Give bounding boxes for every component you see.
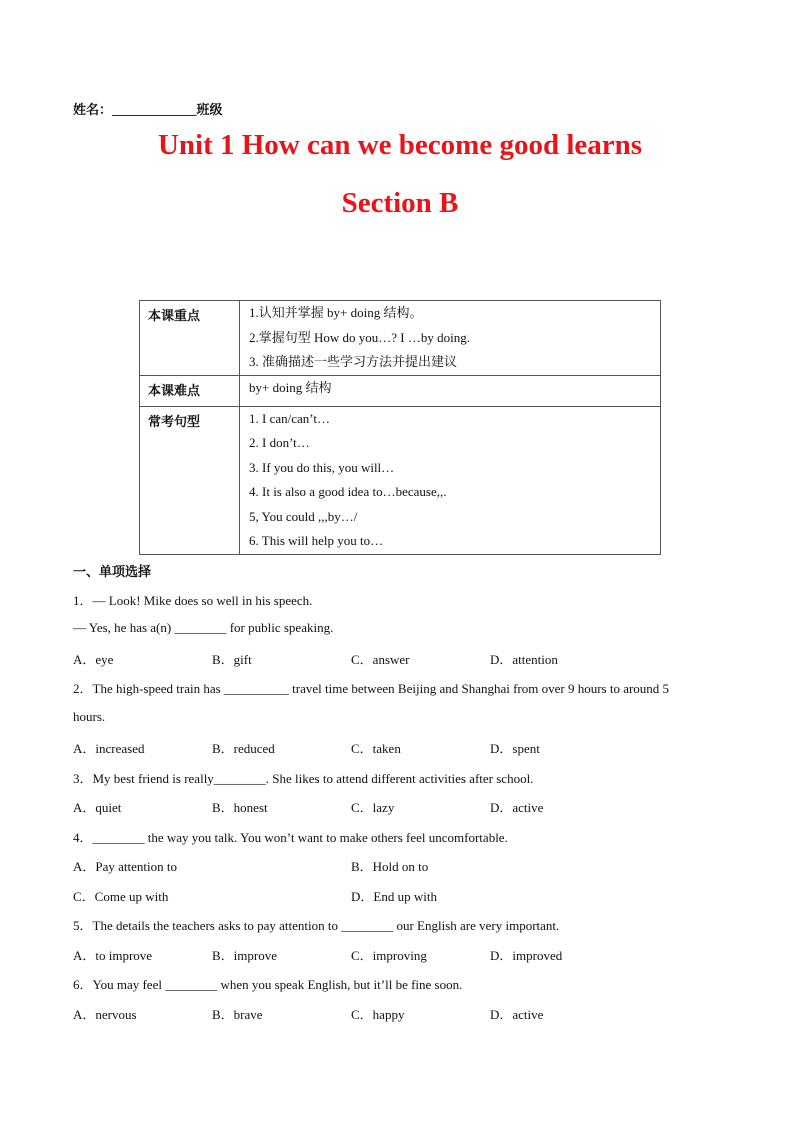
content-line: 1. I can/can’t…	[249, 410, 330, 426]
question-stem: — Yes, he has a(n) ________ for public speaking.	[73, 620, 334, 635]
option-d: D．End up with	[351, 889, 437, 904]
row-label: 常考句型	[140, 406, 240, 554]
option-c: C．improving	[351, 948, 427, 963]
name-class-line: 姓名：_____________班级	[73, 102, 223, 117]
content-line: 6. This will help you to…	[249, 533, 384, 548]
option-a: A．eye	[73, 652, 114, 667]
question-stem: 5．The details the teachers asks to pay attention to ________ our English are very important.	[73, 918, 560, 933]
table-row	[140, 301, 661, 376]
content-line: 4. It is also a good idea to…because,,.	[249, 484, 447, 499]
content-line: 1.认知并掌握 by+ doing 结构。	[249, 305, 423, 320]
option-b: B．Hold on to	[351, 859, 429, 874]
option-b: B．reduced	[212, 741, 275, 756]
option-d: D．improved	[490, 948, 563, 963]
option-b: B．improve	[212, 948, 277, 963]
page-title: Unit 1 How can we become good learns	[157, 129, 643, 161]
content-line: 3. 准确描述一些学习方法并提出建议	[249, 354, 458, 369]
option-d: D．active	[490, 1007, 544, 1022]
question-stem: hours.	[73, 709, 106, 724]
content-line: 3. If you do this, you will…	[249, 459, 395, 475]
question-stem: 6．You may feel ________ when you speak English, but it’ll be fine soon.	[73, 977, 463, 992]
page-subtitle: Section B	[341, 187, 459, 219]
content-line: by+ doing 结构	[249, 379, 332, 395]
option-d: D．spent	[490, 741, 540, 756]
table-row	[140, 375, 661, 406]
question-stem: 4．________ the way you talk. You won’t want to make others feel uncomfortable.	[73, 830, 508, 845]
lesson-goals-table	[139, 300, 661, 555]
option-c: C．taken	[351, 741, 401, 756]
option-a: A．to improve	[73, 948, 153, 963]
content-line: 5, You could ,,,by…/	[249, 508, 358, 524]
row-content	[240, 301, 661, 376]
row-label: 本课重点	[140, 301, 240, 376]
section-heading: 一、单项选择	[73, 564, 152, 579]
option-d: D．active	[490, 800, 544, 815]
option-c: C．lazy	[351, 800, 395, 815]
option-c: C．Come up with	[73, 889, 169, 904]
option-a: A．quiet	[73, 800, 122, 815]
option-c: C．answer	[351, 652, 410, 667]
option-a: A．nervous	[73, 1007, 137, 1022]
option-d: D．attention	[490, 652, 558, 667]
option-b: B．honest	[212, 800, 268, 815]
option-c: C．happy	[351, 1007, 405, 1022]
option-a: A．Pay attention to	[73, 859, 177, 874]
question-stem: 3．My best friend is really________. She likes to attend different activities after school.	[73, 771, 534, 786]
content-line: 2. I don’t…	[249, 435, 310, 450]
content-line: 2.掌握句型 How do you…? I …by doing.	[249, 329, 470, 345]
option-b: B．brave	[212, 1007, 263, 1022]
row-content	[240, 375, 661, 406]
row-label: 本课难点	[140, 375, 240, 406]
question-stem: 2．The high-speed train has __________ travel time between Beijing and Shanghai from over 9 hours to around 5	[73, 681, 670, 696]
row-content	[240, 406, 661, 554]
option-b: B．gift	[212, 652, 252, 667]
option-a: A．increased	[73, 741, 145, 756]
table-row	[140, 406, 661, 554]
question-stem: 1．— Look! Mike does so well in his speech.	[73, 593, 313, 608]
